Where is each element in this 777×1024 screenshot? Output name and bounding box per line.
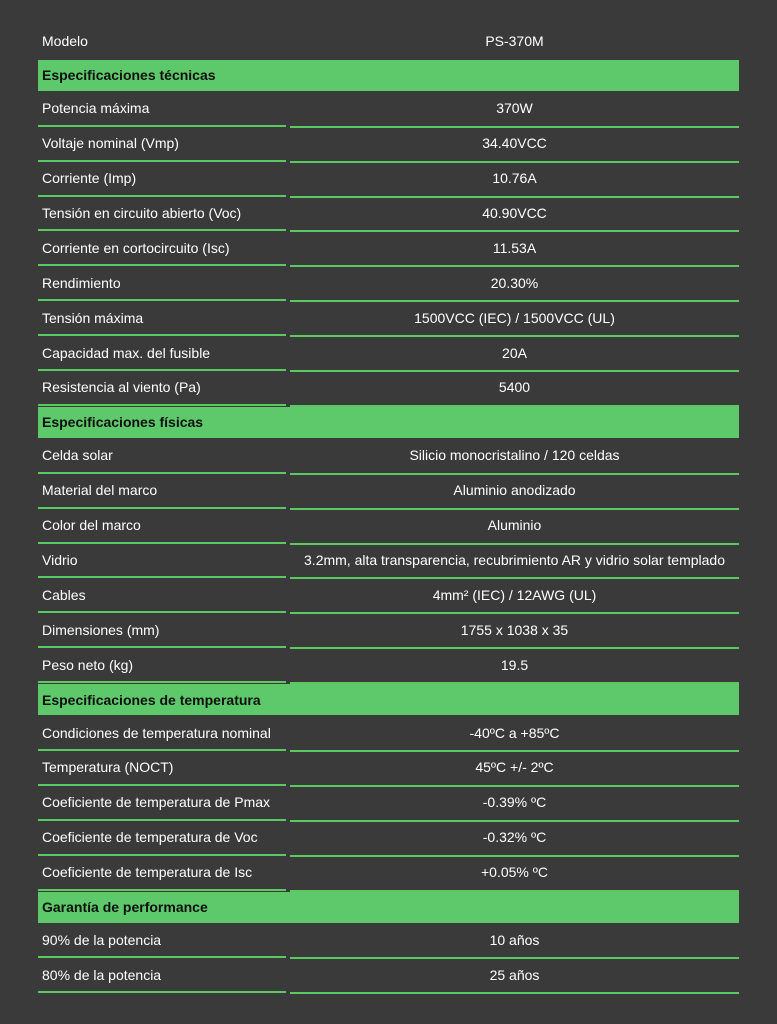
section-header: Especificaciones físicas [38, 407, 739, 438]
row-value: 25 años [290, 957, 739, 994]
table-row [38, 474, 739, 509]
row-label: Material del marco [38, 474, 286, 509]
table-row [38, 613, 739, 648]
row-value: PS-370M [485, 33, 544, 50]
row-label: Capacidad max. del fusible [38, 336, 286, 371]
table-row [38, 544, 739, 579]
table-row [38, 301, 739, 336]
table-row [38, 336, 739, 371]
table-row [38, 197, 739, 232]
row-label: Peso neto (kg) [38, 648, 286, 683]
row-label: Tensión en circuito abierto (Voc) [38, 197, 286, 232]
row-label: Condiciones de temperatura nominal [38, 716, 286, 751]
table-row [38, 509, 739, 544]
table-row [38, 578, 739, 613]
table-row [38, 751, 739, 786]
row-label: Cables [38, 578, 286, 613]
row-value: 40.90VCC [290, 196, 739, 233]
model-row [38, 24, 739, 59]
table-row [38, 127, 739, 162]
row-value: 370W [290, 91, 739, 128]
table-row [38, 786, 739, 821]
row-label: Coeficiente de temperatura de Voc [38, 821, 286, 856]
row-value: 34.40VCC [290, 126, 739, 163]
table-row [38, 162, 739, 197]
row-label: Dimensiones (mm) [38, 613, 286, 648]
table-row [38, 231, 739, 266]
spec-sections [38, 60, 739, 993]
section-header: Especificaciones de temperatura [38, 684, 739, 715]
table-row [38, 856, 739, 891]
row-label: Tensión máxima [38, 301, 286, 336]
table-row [38, 924, 739, 959]
row-value: 5400 [290, 370, 739, 407]
row-value: -0.32% ºC [290, 820, 739, 857]
table-row [38, 371, 739, 406]
row-label: Coeficiente de temperatura de Pmax [38, 786, 286, 821]
row-value: +0.05% ºC [290, 855, 739, 892]
row-value: 1500VCC (IEC) / 1500VCC (UL) [290, 300, 739, 337]
row-value: Aluminio [290, 508, 739, 545]
row-value: 45ºC +/- 2ºC [290, 750, 739, 787]
table-row [38, 821, 739, 856]
table-row [38, 439, 739, 474]
row-label: Coeficiente de temperatura de Isc [38, 856, 286, 891]
row-label: Vidrio [38, 544, 286, 579]
table-row [38, 958, 739, 993]
row-label: 80% de la potencia [38, 958, 286, 993]
row-value: -0.39% ºC [290, 785, 739, 822]
row-value: Silicio monocristalino / 120 celdas [290, 438, 739, 475]
row-label: Corriente en cortocircuito (Isc) [38, 231, 286, 266]
section-header: Garantía de performance [38, 892, 739, 923]
row-label: Temperatura (NOCT) [38, 751, 286, 786]
row-value: 10 años [290, 923, 739, 960]
row-label: 90% de la potencia [38, 924, 286, 959]
row-value: Aluminio anodizado [290, 473, 739, 510]
row-label: Resistencia al viento (Pa) [38, 371, 286, 406]
row-value: 10.76A [290, 161, 739, 198]
row-value: 4mm² (IEC) / 12AWG (UL) [290, 577, 739, 614]
table-row [38, 266, 739, 301]
row-value: 19.5 [290, 647, 739, 684]
table-row [38, 92, 739, 127]
spec-table [38, 24, 739, 993]
row-label: Color del marco [38, 509, 286, 544]
table-row [38, 648, 739, 683]
section-header: Especificaciones técnicas [38, 60, 739, 91]
row-label: Potencia máxima [38, 92, 286, 127]
table-row [38, 716, 739, 751]
row-value: -40ºC a +85ºC [290, 715, 739, 752]
row-label: Corriente (Imp) [38, 162, 286, 197]
row-value: 20.30% [290, 265, 739, 302]
row-value: 11.53A [290, 230, 739, 267]
row-label: Celda solar [38, 439, 286, 474]
row-value: 20A [290, 335, 739, 372]
row-value: 1755 x 1038 x 35 [290, 612, 739, 649]
row-label: Modelo [42, 33, 88, 50]
row-label: Rendimiento [38, 266, 286, 301]
row-label: Voltaje nominal (Vmp) [38, 127, 286, 162]
row-value: 3.2mm, alta transparencia, recubrimiento AR y vidrio solar templado [290, 543, 739, 580]
